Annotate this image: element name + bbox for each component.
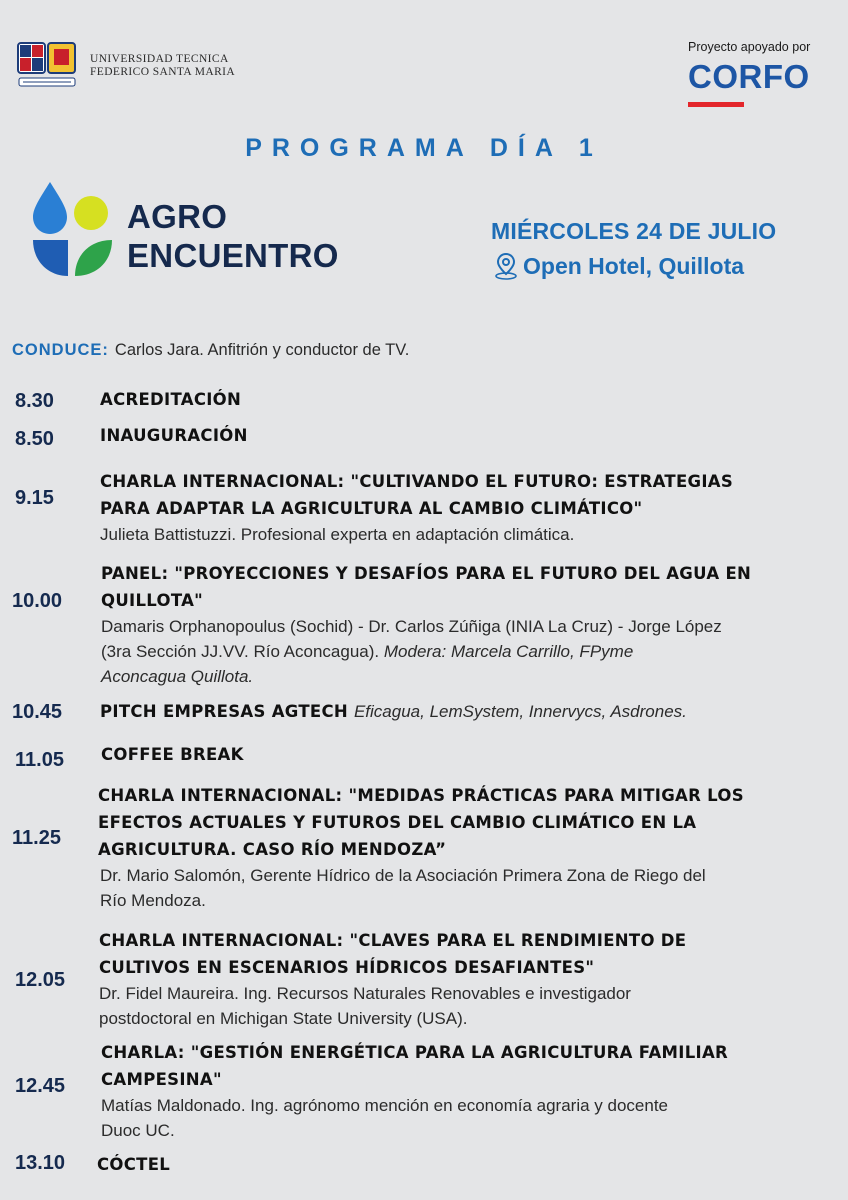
- schedule-item-body: [100, 468, 733, 547]
- schedule-item-body: [99, 927, 686, 1031]
- session-speaker: postdoctoral en Michigan State University (USA).: [99, 1009, 468, 1028]
- session-speaker: [101, 639, 751, 664]
- session-title-line: EFECTOS ACTUALES Y FUTUROS DEL CAMBIO CLIMÁTICO EN LA: [98, 813, 697, 832]
- location-pin-icon: [491, 251, 521, 281]
- panel-affiliation: (3ra Sección JJ.VV. Río Aconcagua).: [101, 642, 380, 661]
- host-line: [12, 341, 409, 360]
- sponsor-caption: Proyecto apoyado por: [688, 40, 811, 54]
- university-crest-icon: [17, 42, 77, 88]
- time-label: 12.45: [15, 1075, 66, 1097]
- session-title-text: PITCH EMPRESAS AGTECH: [100, 702, 348, 721]
- time-label: 12.05: [15, 969, 66, 991]
- session-speaker: Dr. Fidel Maureira. Ing. Recursos Naturales Renovables e investigador: [99, 984, 631, 1003]
- session-title-line: PANEL: "PROYECCIONES Y DESAFÍOS PARA EL FUTURO DEL AGUA EN: [101, 564, 752, 583]
- host-label: CONDUCE:: [12, 341, 109, 359]
- session-speaker: Damaris Orphanopoulus (Sochid) - Dr. Carlos Zúñiga (INIA La Cruz) - Jorge López: [101, 617, 722, 636]
- time-label: 10.00: [12, 590, 63, 612]
- session-title-line: PARA ADAPTAR LA AGRICULTURA AL CAMBIO CLIMÁTICO": [100, 499, 643, 518]
- corfo-logo-bar: [688, 102, 744, 107]
- session-title: COFFEE BREAK: [101, 745, 244, 764]
- panel-moderator: Modera: Marcela Carrillo, FPyme: [383, 642, 634, 661]
- agro-encuentro-logo-icon: [30, 180, 114, 278]
- session-speaker: Julieta Battistuzzi. Profesional experta en adaptación climática.: [100, 525, 575, 544]
- schedule-item-body: [98, 782, 744, 913]
- session-title-line: CAMPESINA": [101, 1070, 222, 1089]
- time-label: 11.05: [15, 749, 64, 771]
- page-title: PROGRAMA DÍA 1: [245, 134, 603, 162]
- university-name-line2: FEDERICO SANTA MARIA: [90, 66, 236, 78]
- session-title: INAUGURACIÓN: [100, 426, 248, 445]
- session-title-line: CULTIVOS EN ESCENARIOS HÍDRICOS DESAFIANTES": [99, 958, 595, 977]
- schedule-item-body: [101, 560, 751, 689]
- event-logo-line1: AGRO: [127, 198, 228, 235]
- session-speaker: Matías Maldonado. Ing. agrónomo mención en economía agraria y docente: [101, 1096, 669, 1115]
- panel-moderator-org: Aconcagua Quillota.: [101, 667, 254, 686]
- university-name: [90, 53, 235, 79]
- time-label: 9.15: [15, 487, 54, 509]
- session-title-line: CHARLA INTERNACIONAL: "MEDIDAS PRÁCTICAS PARA MITIGAR LOS: [98, 786, 744, 805]
- session-title: [100, 698, 687, 725]
- session-speaker: Dr. Mario Salomón, Gerente Hídrico de la Asociación Primera Zona de Riego del: [100, 866, 706, 885]
- schedule-item-body: [101, 1039, 728, 1143]
- time-label: 13.10: [15, 1152, 66, 1174]
- session-title: CÓCTEL: [97, 1155, 171, 1174]
- event-place-text: Open Hotel, Quillota: [523, 252, 745, 279]
- session-speaker: Río Mendoza.: [100, 891, 206, 910]
- time-label: 10.45: [12, 701, 63, 723]
- time-label: 8.30: [15, 390, 54, 412]
- session-title: ACREDITACIÓN: [100, 390, 242, 409]
- corfo-logo: CORFO: [688, 58, 810, 95]
- host-text: Carlos Jara. Anfitrión y conductor de TV.: [114, 341, 410, 359]
- session-title-line: CHARLA INTERNACIONAL: "CLAVES PARA EL RENDIMIENTO DE: [99, 931, 687, 950]
- time-label: 11.25: [12, 827, 61, 849]
- time-label: 8.50: [15, 428, 54, 450]
- event-logo-line2: ENCUENTRO: [127, 237, 339, 274]
- session-speaker: Duoc UC.: [101, 1121, 175, 1140]
- event-date: MIÉRCOLES 24 DE JULIO: [491, 218, 777, 244]
- session-title-line: QUILLOTA": [101, 591, 204, 610]
- event-place: [491, 251, 744, 281]
- session-title-line: CHARLA INTERNACIONAL: "CULTIVANDO EL FUTURO: ESTRATEGIAS: [100, 472, 734, 491]
- session-title-line: CHARLA: "GESTIÓN ENERGÉTICA PARA LA AGRICULTURA FAMILIAR: [101, 1043, 729, 1062]
- university-name-line1: UNIVERSIDAD TECNICA: [90, 53, 229, 65]
- pitch-companies: Eficagua, LemSystem, Innervycs, Asdrones.: [353, 702, 687, 721]
- session-title-line: AGRICULTURA. CASO RÍO MENDOZA”: [98, 840, 447, 859]
